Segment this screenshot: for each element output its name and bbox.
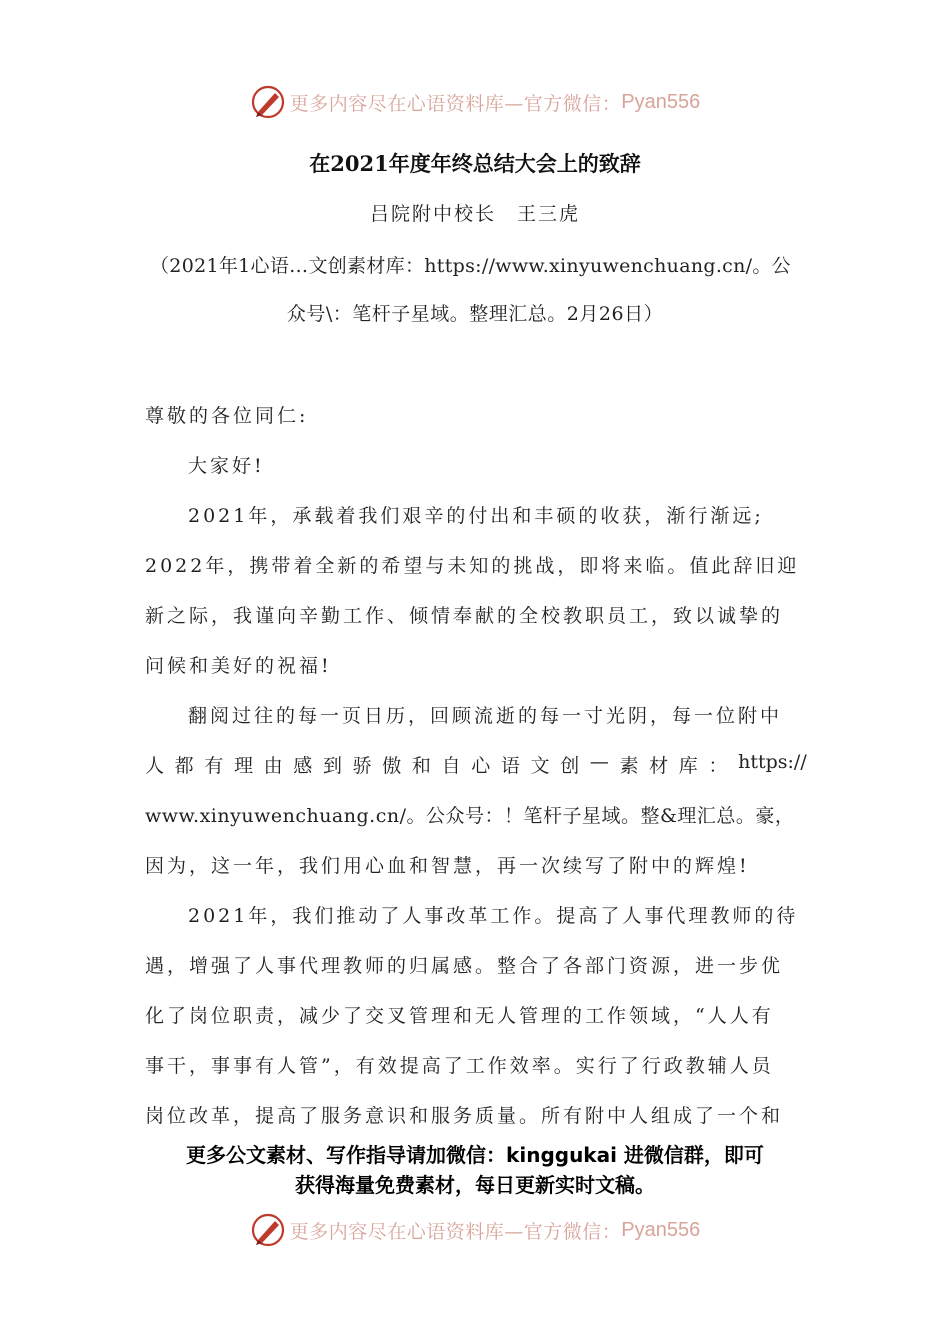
- paragraph-line: 事干，事事有人管”，有效提高了工作效率。实行了行政教辅人员: [145, 1055, 774, 1077]
- char: 库: [678, 755, 698, 777]
- paragraph-line: 化了岗位职责，减少了交叉管理和无人管理的工作领域，“人人有: [145, 1005, 774, 1027]
- paragraph-line: 2021年，我们推动了人事改革工作。提高了人事代理教师的待: [188, 905, 799, 927]
- char: 都: [174, 755, 194, 777]
- pen-logo-icon: [250, 84, 286, 120]
- char: 傲: [382, 755, 402, 777]
- char: 自: [441, 755, 461, 777]
- paragraph-line: 因为，这一年，我们用心血和智慧，再一次续写了附中的辉煌!: [145, 855, 750, 877]
- watermark-wechat: Pyan556: [621, 90, 701, 113]
- pen-logo-icon: [250, 1212, 286, 1248]
- promo-line-1: 更多公文素材、写作指导请加微信：kinggukai 进微信群，即可: [186, 1143, 764, 1167]
- char: 语: [500, 755, 520, 777]
- document-title: 在2021年度年终总结大会上的致辞: [309, 151, 641, 176]
- watermark-wechat: Pyan556: [621, 1218, 701, 1241]
- promo-line-2: 获得海量免费素材，每日更新实时文稿。: [295, 1173, 655, 1197]
- char: 理: [233, 755, 253, 777]
- watermark-text: 更多内容尽在心语资料库—官方微信：: [289, 1220, 622, 1243]
- char: —: [589, 751, 609, 773]
- char: 素: [619, 755, 639, 777]
- char: 骄: [352, 755, 372, 777]
- paragraph-line: 翻阅过往的每一页日历，回顾流逝的每一寸光阴，每一位附中: [188, 705, 783, 727]
- char: 有: [204, 755, 224, 777]
- char: 由: [263, 755, 283, 777]
- char: 材: [649, 755, 669, 777]
- watermark-banner-bottom: [0, 1210, 950, 1250]
- char: 感: [293, 755, 313, 777]
- greeting: 大家好!: [188, 455, 265, 477]
- char: 创: [560, 755, 580, 777]
- char: 心: [471, 755, 491, 777]
- source-note-line-1: （2021年1心语…文创素材库：https://www.xinyuwenchuang.cn/。公: [150, 255, 791, 277]
- char: https://: [738, 751, 807, 773]
- paragraph-line-justified: [145, 751, 807, 778]
- paragraph-line: 遇，增强了人事代理教师的归属感。整合了各部门资源，进一步优: [145, 955, 784, 977]
- paragraph-line: 问候和美好的祝福!: [145, 655, 332, 677]
- char: 到: [322, 755, 342, 777]
- paragraph-line: 新之际，我谨向辛勤工作、倾情奉献的全校教职员工，致以诚挚的: [145, 605, 784, 627]
- paragraph-line: 2022年，携带着全新的希望与未知的挑战，即将来临。值此辞旧迎: [145, 555, 800, 577]
- char: 人: [145, 755, 165, 777]
- char: ：: [708, 755, 728, 777]
- watermark-text: 更多内容尽在心语资料库—官方微信：: [289, 92, 622, 115]
- paragraph-line: 岗位改革，提高了服务意识和服务质量。所有附中人组成了一个和: [145, 1105, 784, 1127]
- salutation: 尊敬的各位同仁:: [145, 405, 309, 427]
- paragraph-line: www.xinyuwenchuang.cn/。公众号：！笔杆子星域。整&理汇总。豪，: [145, 805, 795, 827]
- document-author: 吕院附中校长 王三虎: [369, 203, 580, 225]
- paragraph-line: 2021年，承载着我们艰辛的付出和丰硕的收获，渐行渐远;: [188, 505, 764, 527]
- char: 和: [411, 755, 431, 777]
- char: 文: [530, 755, 550, 777]
- watermark-banner-top: [0, 82, 950, 122]
- source-note-line-2: 众号\：笔杆子星域。整理汇总。2月26日）: [286, 303, 664, 325]
